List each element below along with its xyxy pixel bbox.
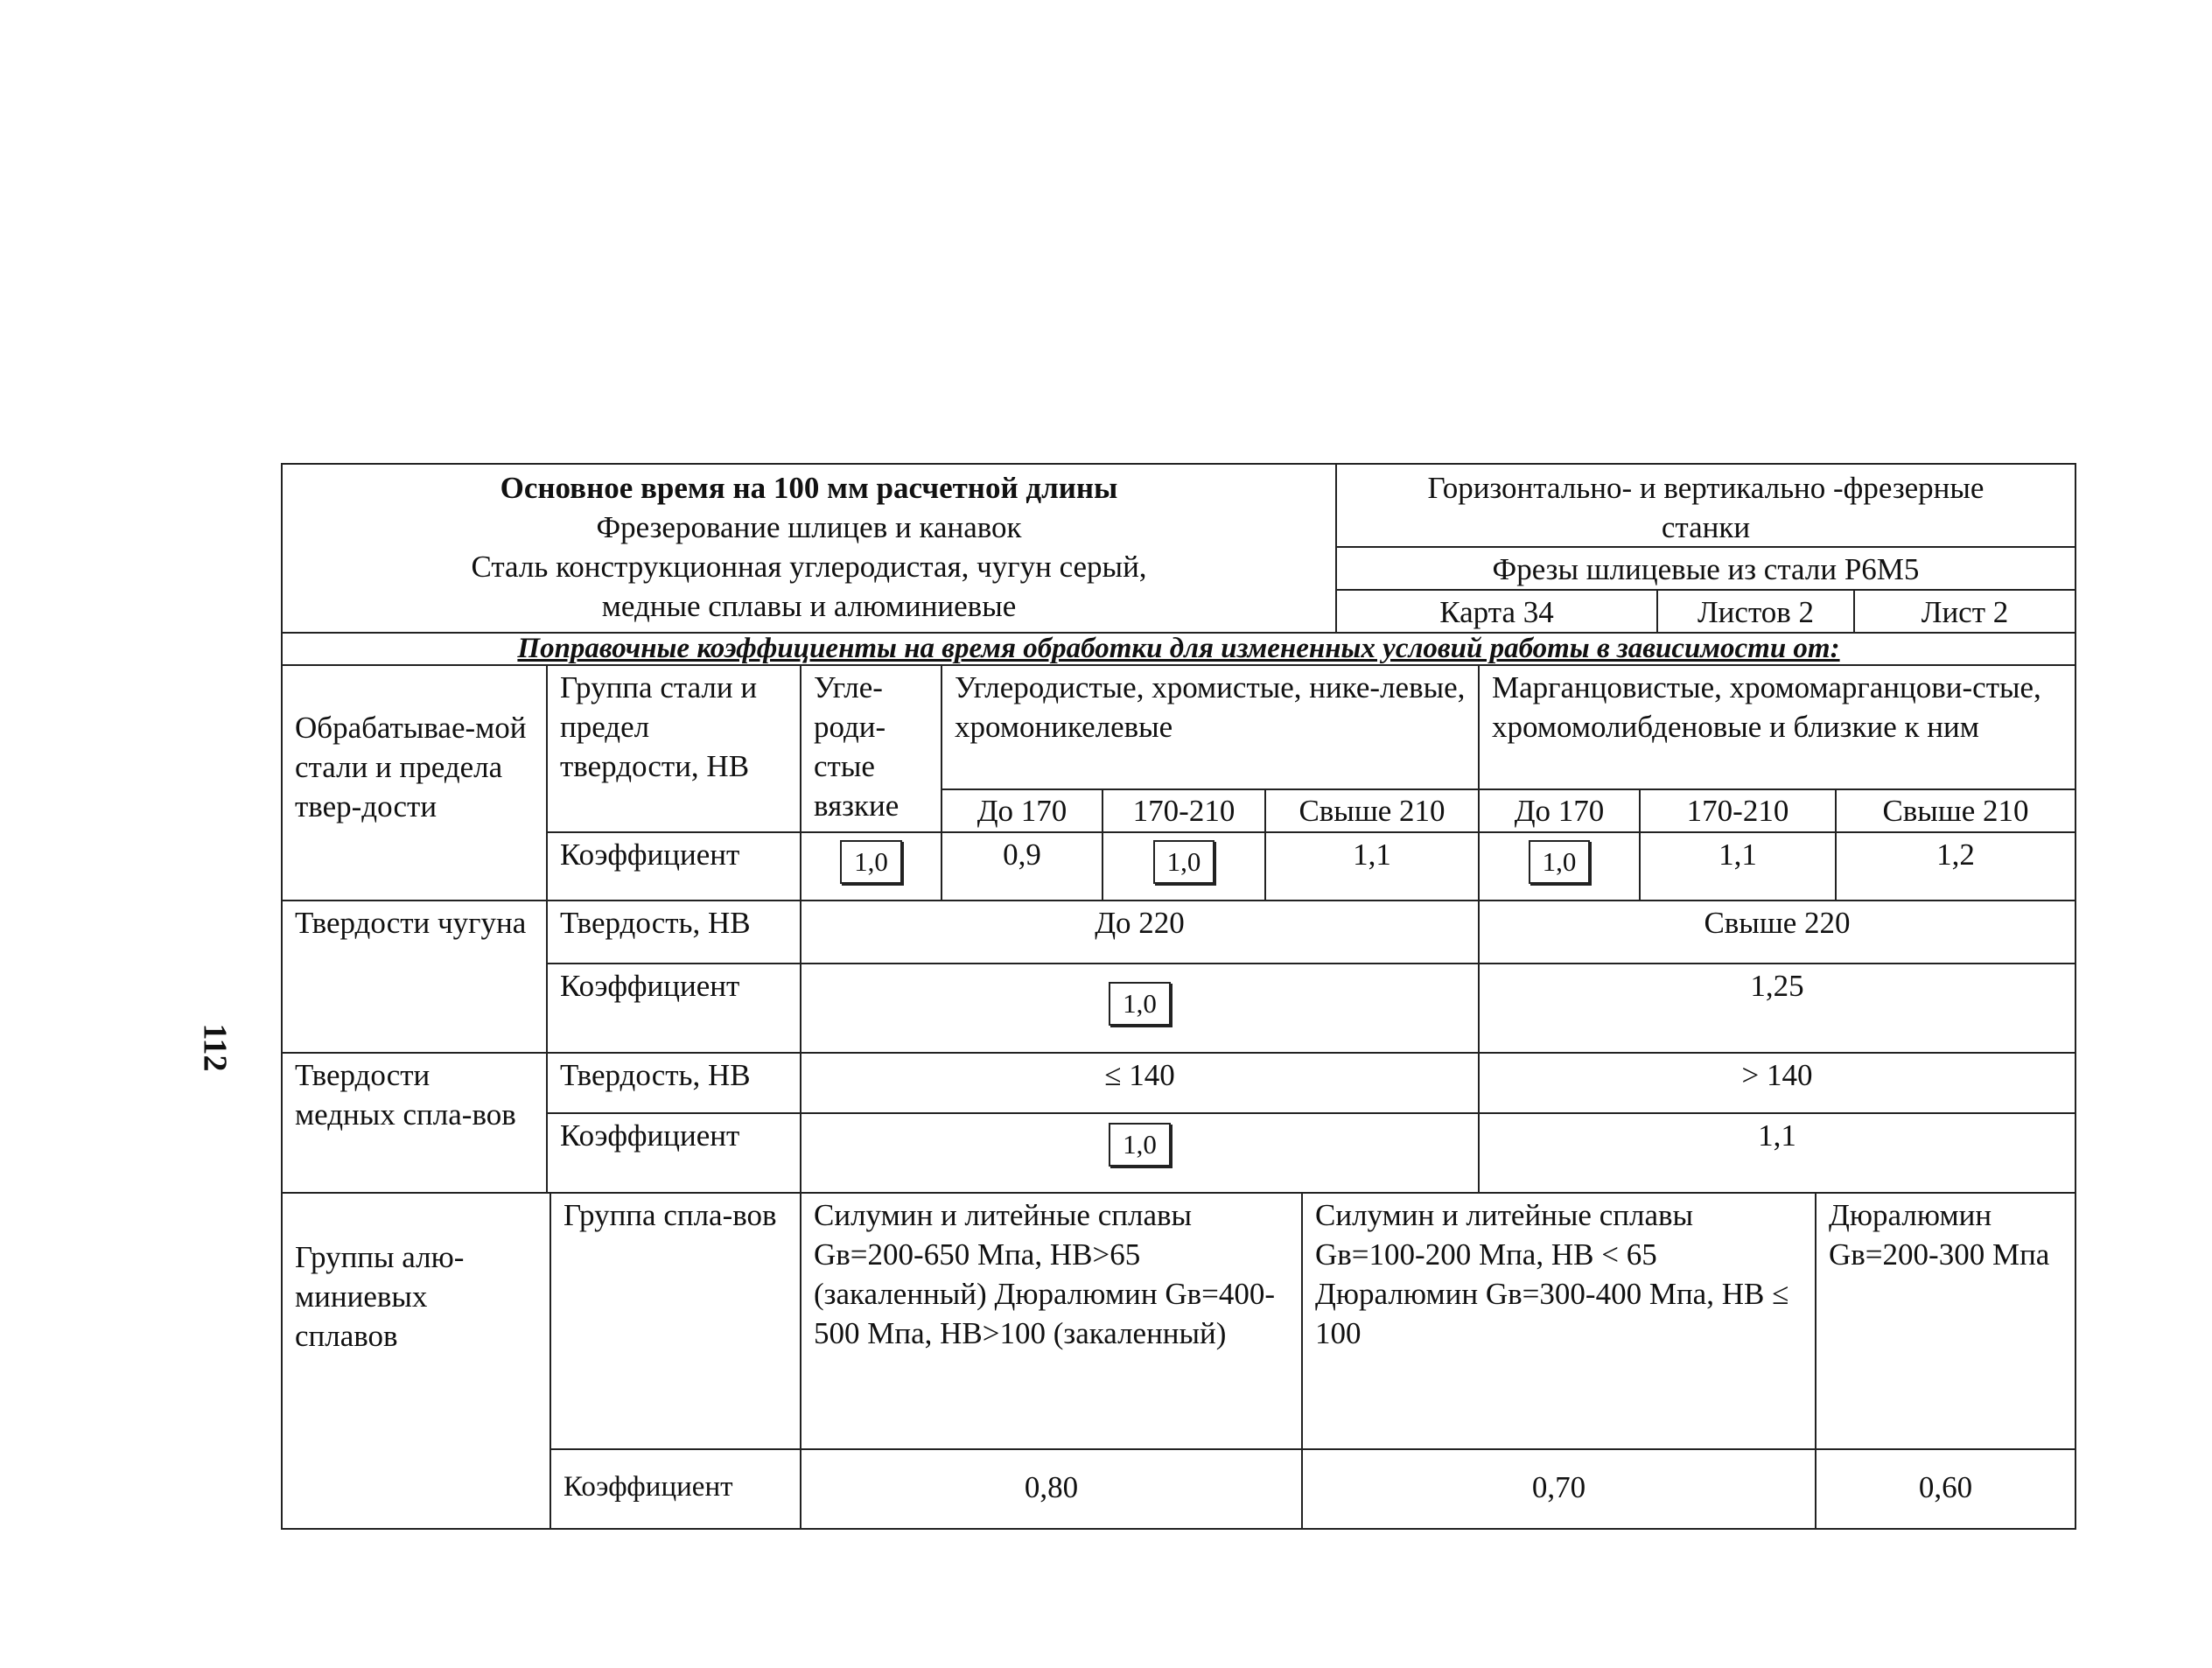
steel-coef: 0,9	[941, 831, 1103, 901]
cast-iron-h2: Свыше 220	[1478, 900, 2076, 964]
copper-c2: 1,1	[1478, 1112, 2076, 1194]
aluminum-g1: Силумин и литейные сплавы Gв=200-650 Мпа, НВ>65 (закаленный) Дюралюмин Gв=400-500 Мпа, НВ>100 (закаленный)	[800, 1192, 1303, 1450]
steel-range: До 170	[941, 788, 1103, 833]
aluminum-label: Группы алю-миниевых сплавов	[281, 1192, 551, 1530]
aluminum-coef-label: Коэффициент	[550, 1448, 802, 1530]
cast-iron-hardness-label: Твердость, НВ	[546, 900, 802, 964]
header-title: Основное время на 100 мм расчетной длины	[500, 471, 1118, 505]
steel-coef-label: Коэффициент	[546, 831, 802, 901]
aluminum-c1: 0,80	[800, 1448, 1303, 1530]
header-tool: Фрезы шлицевые из стали Р6М5	[1335, 546, 2076, 591]
header-line3: Сталь конструкционная углеродистая, чугун серый,	[471, 550, 1147, 584]
steel-coef: 1,1	[1639, 831, 1837, 901]
steel-coef: 1,0	[1153, 840, 1215, 884]
copper-h2: > 140	[1478, 1052, 2076, 1114]
copper-h1: ≤ 140	[800, 1052, 1480, 1114]
cast-iron-c1: 1,0	[1109, 982, 1171, 1026]
aluminum-g3: Дюралюмин Gв=200-300 Мпа	[1815, 1192, 2076, 1450]
copper-c1-cell	[800, 1112, 1480, 1194]
steel-coef-cell	[1478, 831, 1641, 901]
steel-range: Свыше 210	[1264, 788, 1480, 833]
header-left	[281, 463, 1337, 634]
steel-group-label: Группа стали и предел твердости, НВ	[546, 664, 802, 833]
page-number: 112	[196, 1023, 234, 1072]
steel-coef: 1,1	[1264, 831, 1480, 901]
cast-iron-coef-label: Коэффициент	[546, 963, 802, 1054]
header-card: Карта 34	[1335, 589, 1658, 634]
copper-label: Твердости медных спла-вов	[281, 1052, 548, 1194]
steel-coef-viscous: 1,0	[840, 840, 902, 884]
steel-coef-viscous-cell	[800, 831, 942, 901]
aluminum-group-label: Группа спла-вов	[550, 1192, 802, 1450]
subtitle: Поправочные коэффициенты на время обработки для измененных условий работы в зависимости от:	[281, 632, 2076, 666]
steel-range: Свыше 210	[1835, 788, 2076, 833]
header-line4: медные сплавы и алюминиевые	[601, 589, 1017, 623]
steel-coef: 1,0	[1529, 840, 1591, 884]
header-machine: Горизонтально- и вертикально -фрезерные станки	[1335, 463, 2076, 548]
steel-range: 170-210	[1102, 788, 1266, 833]
steel-label: Обрабатывае-мой стали и предела твер-дости	[281, 664, 548, 901]
cast-iron-c2: 1,25	[1478, 963, 2076, 1054]
aluminum-g2: Силумин и литейные сплавы Gв=100-200 Мпа, НВ < 65 Дюралюмин Gв=300-400 Мпа, НВ ≤ 100	[1301, 1192, 1816, 1450]
header-sheet: Лист 2	[1853, 589, 2076, 634]
cast-iron-label: Твердости чугуна	[281, 900, 548, 1054]
steel-group2: Марганцовистые, хромомарганцови-стые, хромомолибденовые и близкие к ним	[1478, 664, 2076, 790]
aluminum-c3: 0,60	[1815, 1448, 2076, 1530]
steel-coef: 1,2	[1835, 831, 2076, 901]
copper-hardness-label: Твердость, НВ	[546, 1052, 802, 1114]
aluminum-c2: 0,70	[1301, 1448, 1816, 1530]
steel-group1: Углеродистые, хромистые, нике-левые, хромоникелевые	[941, 664, 1480, 790]
copper-c1: 1,0	[1109, 1123, 1171, 1167]
cast-iron-h1: До 220	[800, 900, 1480, 964]
cast-iron-c1-cell	[800, 963, 1480, 1054]
steel-range: До 170	[1478, 788, 1641, 833]
steel-range: 170-210	[1639, 788, 1837, 833]
steel-coef-cell	[1102, 831, 1266, 901]
header-sheets: Листов 2	[1656, 589, 1855, 634]
header-line2: Фрезерование шлицев и канавок	[596, 510, 1022, 544]
steel-carbon-viscous: Угле-роди-стые вязкие	[800, 664, 942, 833]
copper-coef-label: Коэффициент	[546, 1112, 802, 1194]
